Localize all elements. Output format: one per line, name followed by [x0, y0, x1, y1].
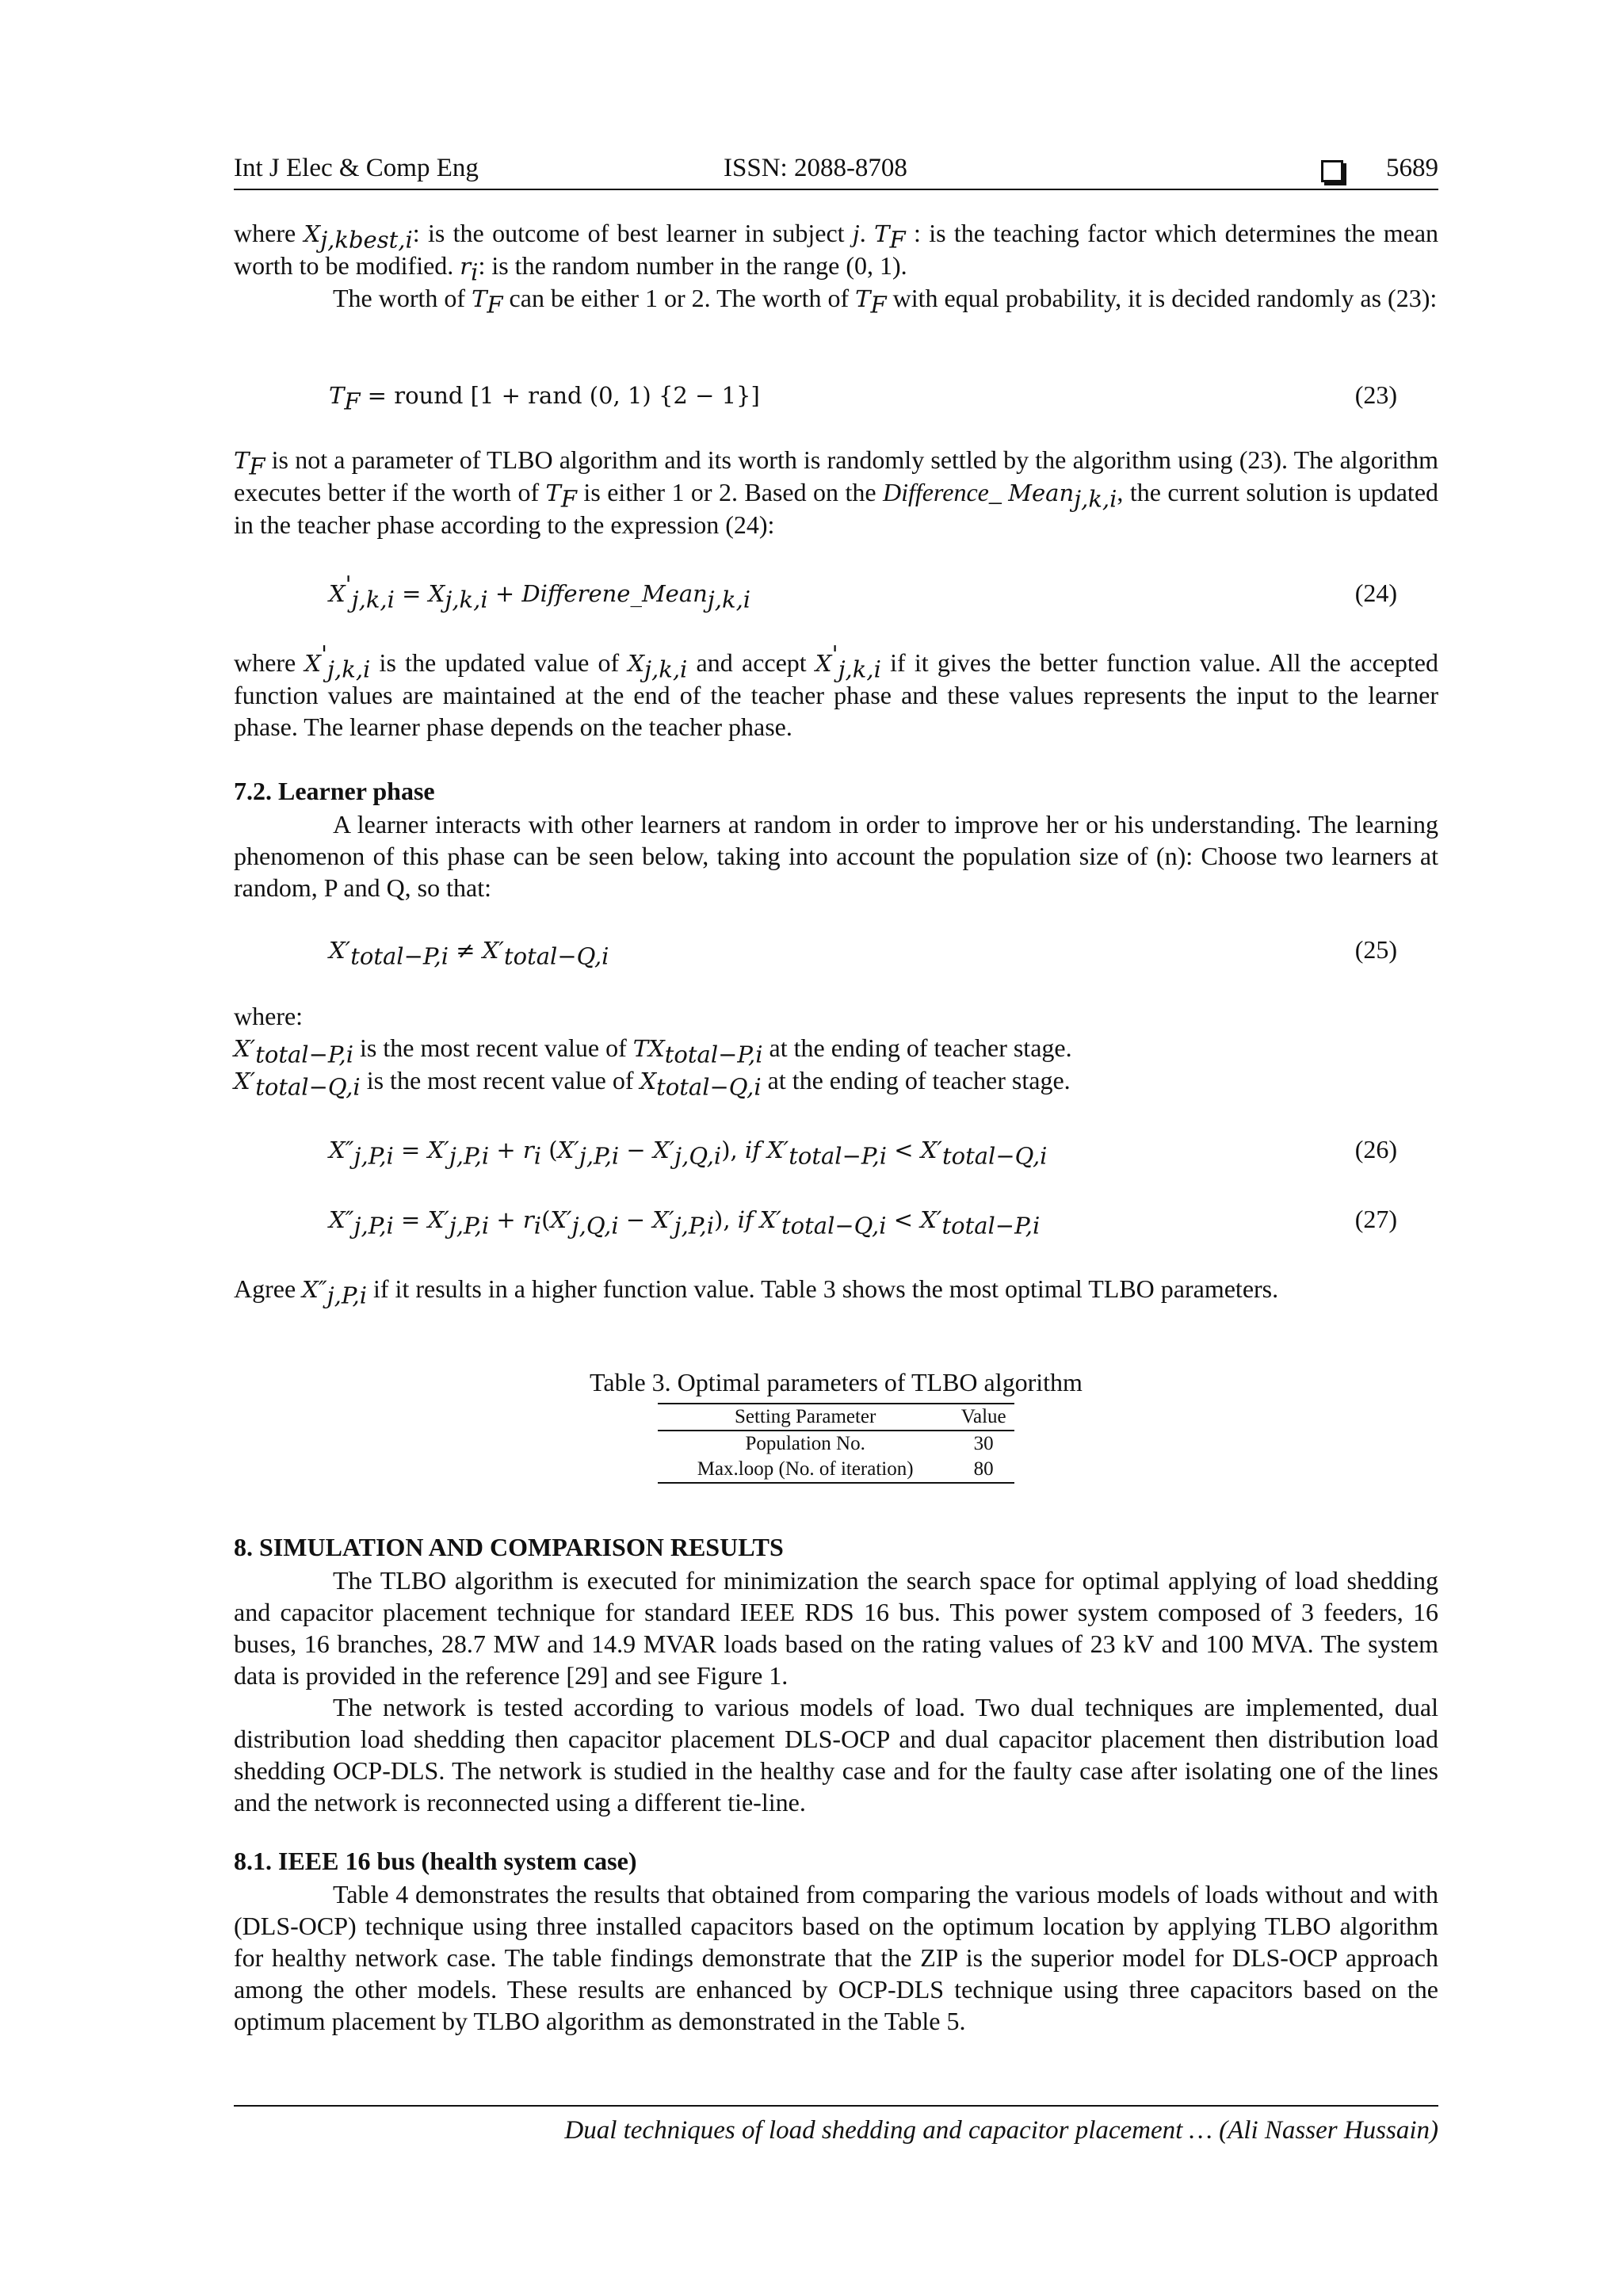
equation-27: $X''_{j,P,i} = X'_{j,P,i} + r_i(X'_{j,Q,i} - X'_{j,P,i})$, if $X'_{total-Q,i} < X'_{total-P,i}$ (27) — [329, 1205, 1397, 1240]
equation-23: $T_F$ = round [1 + rand (0, 1) {2 − 1}] (23) — [329, 380, 1397, 415]
paragraph-agree: Agree $X''_{j,P,i}$ if it results in a higher function value. Table 3 shows the most optimal TLBO parameters. — [234, 1274, 1279, 1309]
running-footer: Dual techniques of load shedding and capacitor placement … (Ali Nasser Hussain) — [564, 2116, 1438, 2145]
paragraph-simulation: The TLBO algorithm is executed for minimization the search space for optimal applying of load shedding and capacitor placement technique for standard IEEE RDS 16 bus. This power system composed of 3 feeders, 16 buses, 16 branches, 28.7 MW and 14.9 MVAR loads based on the rating values of 23 kV and 100 MVA. The system data is provided in the reference [29] and see Figure 1. The network is tested according to various models of load. Two dual techniques are implemented, dual distribution load shedding then capacitor placement DLS-OCP and dual capacitor placement then distribution load shedding OCP-DLS. The network is studied in the healthy case and for the faulty case after isolating one of the lines and the network is reconnected using a different tie-line. — [234, 1566, 1438, 1817]
table-header: Setting Parameter — [658, 1404, 953, 1431]
where-block: where: $X'_{total-P,i}$ is the most recent value of $TX_{total-P,i}$ at the ending of teacher stage. $X'_{total-Q,i}$ is the most recent value of $X_{total-Q,i}$ at the ending of teacher stage. — [234, 1002, 1072, 1101]
equation-number: (23) — [1354, 380, 1397, 409]
table-header: Value — [953, 1404, 1014, 1431]
paragraph-updated-value: where $X'_{j,k,i}$ is the updated value of $X_{j,k,i}$ and accept $X'_{j,k,i}$ if it gives the better function value. All the accepted function values are maintained at the end of the teacher phase and these values represents the input to the learner phase. The learner phase depends on the teacher phase. — [234, 640, 1439, 741]
section-heading-8-1: 8.1. IEEE 16 bus (health system case) — [234, 1847, 637, 1875]
section-heading-8: 8. SIMULATION AND COMPARISON RESULTS — [234, 1533, 784, 1561]
table-row: Max.loop (No. of iteration) 80 — [658, 1457, 1014, 1483]
equation-number: (24) — [1354, 579, 1397, 607]
paragraph-ieee16: Table 4 demonstrates the results that obtained from comparing the various models of loads without and with (DLS-OCP) technique using three installed capacitors based on the optimum location by applying TLBO algorithm for healthy network case. The table findings demonstrate that the ZIP is the superior model for DLS-OCP approach among the other models. These results are enhanced by OCP-DLS technique using three capacitors based on the optimum placement by TLBO algorithm as demonstrated in the Table 5. — [234, 1880, 1438, 2035]
equation-26: $X''_{j,P,i} = X'_{j,P,i} + r_i$ $(X'_{j,P,i} - X'_{j,Q,i})$, if $X'_{total-P,i} < X'_{total-Q,i}$ (26) — [329, 1135, 1397, 1170]
equation-number: (27) — [1354, 1205, 1397, 1233]
journal-name: Int J Elec & Comp Eng — [234, 154, 479, 182]
table-caption: Table 3. Optimal parameters of TLBO algorithm — [590, 1368, 1083, 1396]
issn: ISSN: 2088-8708 — [724, 154, 907, 182]
header-rule — [234, 189, 1438, 190]
page-number: 5689 — [1386, 154, 1438, 182]
paragraph-definitions: where $X_{j,kbest,i}$: is the outcome of best learner in subject j. $T_F$ : is the teaching factor which determines the mean worth to be modified. $r_i$: is the random number in the range (0, 1). The worth of $T_F$ can be either 1 or 2. The worth of $T_F$ with equal probability, it is decided randomly as (23): — [234, 219, 1439, 319]
footer-rule — [234, 2105, 1438, 2107]
running-header — [234, 154, 1438, 189]
section-heading-7-2: 7.2. Learner phase — [234, 777, 435, 805]
equation-number: (25) — [1354, 935, 1397, 964]
equation-number: (26) — [1354, 1135, 1397, 1163]
paragraph-learner-phase: A learner interacts with other learners at random in order to improve her or his understanding. The learning phenomenon of this phase can be seen below, taking into account the population size of (n): Choose two learners at random, P and Q, so that: — [234, 810, 1438, 902]
equation-24: $X'_{j,k,i} = X_{j,k,i}$ + Differene_Mean$_{j,k,i}$ (24) — [329, 571, 1397, 613]
paragraph-tf: $T_F$ is not a parameter of TLBO algorithm and its worth is randomly settled by the algorithm using (23). The algorithm executes better if the worth of $T_F$ is either 1 or 2. Based on the Difference_ Mean$_{j,k,i}$, the current solution is updated in the teacher phase according to the expression (24): — [234, 445, 1439, 539]
equation-25: $X'_{total-P,i} \ne X'_{total-Q,i}$ (25) — [329, 935, 1397, 970]
table-row: Population No. 30 — [745, 1433, 994, 1454]
checkbox-square-icon — [1321, 160, 1343, 182]
parameters-table — [658, 1403, 1014, 1484]
